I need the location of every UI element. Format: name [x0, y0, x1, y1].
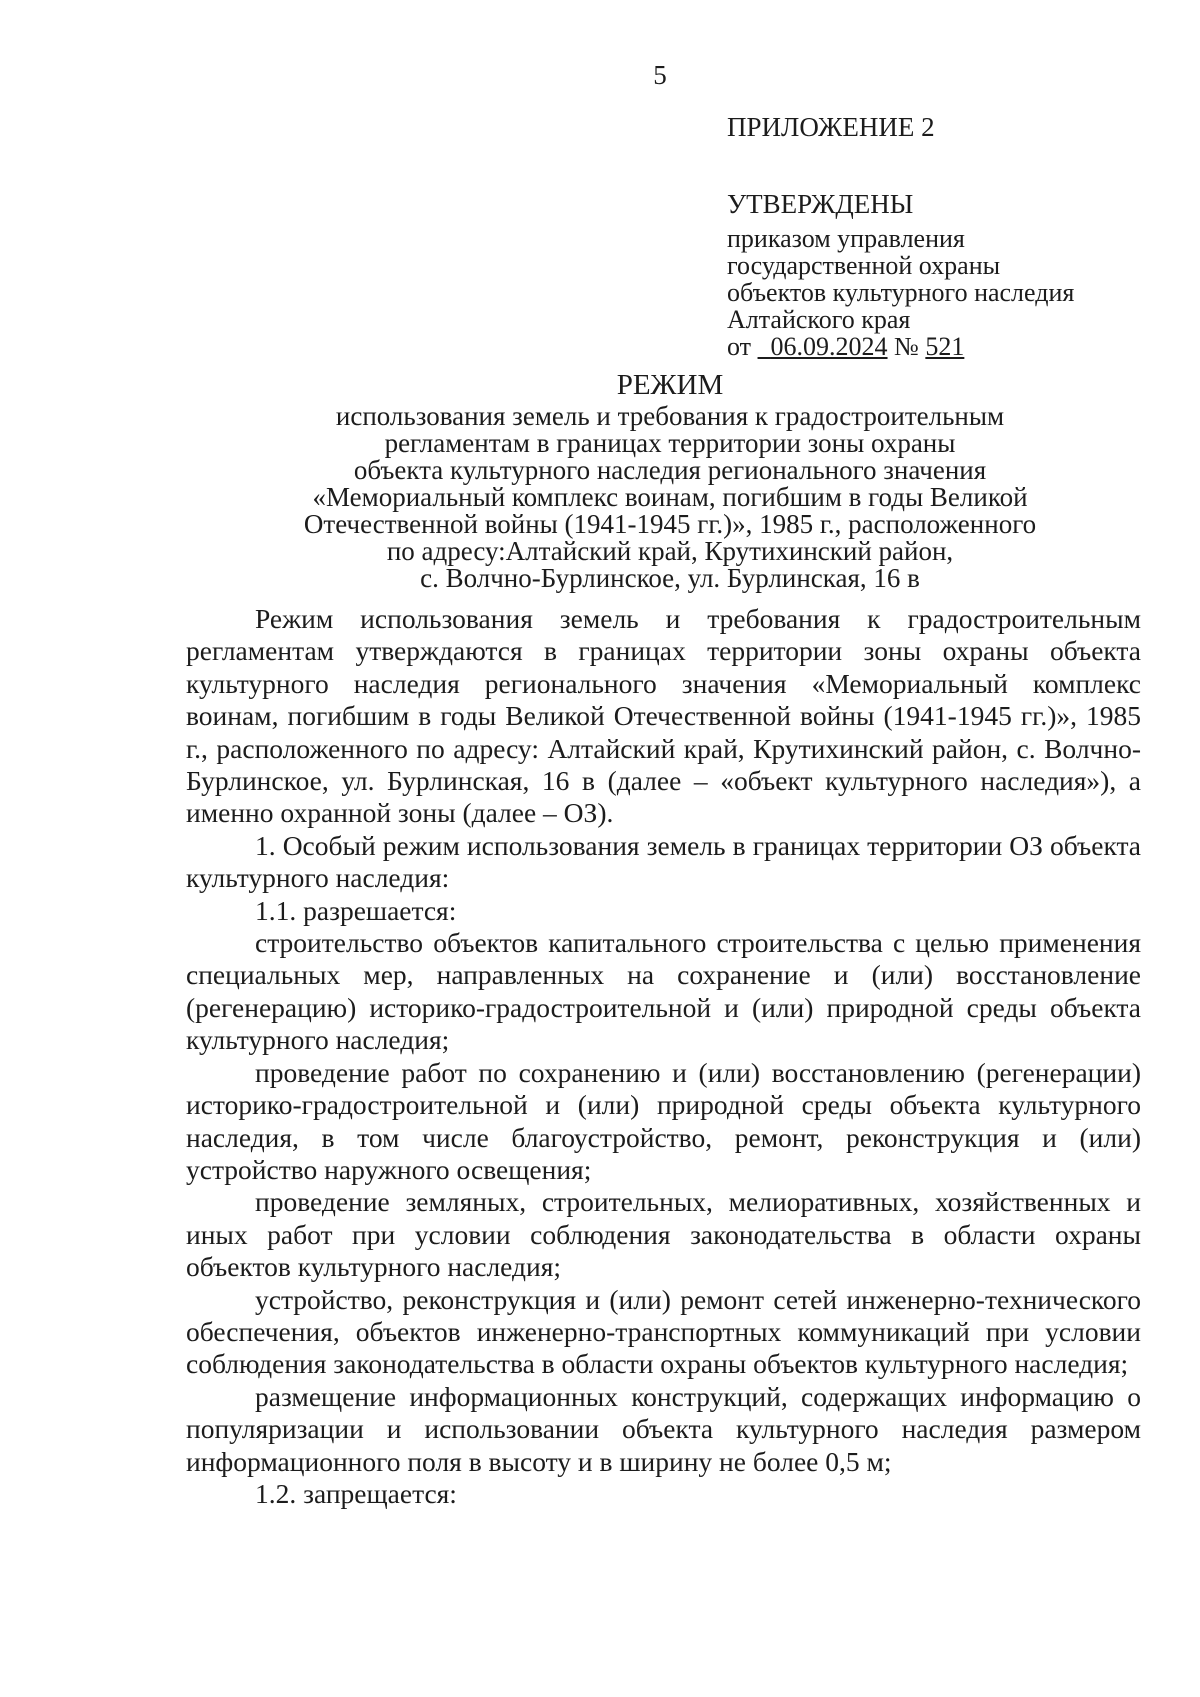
section-1-2-heading: 1.2. запрещается: — [255, 1477, 457, 1509]
order-date-line — [727, 333, 1167, 360]
order-date: 06.09.2024 — [770, 332, 888, 361]
allowed-item-paragraph: проведение земляных, строительных, мелиоративных, хозяйственных и иных работ при условии соблюдения законодательства в области охраны объектов культурного наследия; — [186, 1186, 1141, 1283]
order-prefix: от — [727, 332, 752, 361]
document-subtitle-line: Отечественной войны (1941-1945 гг.)», 1985 г., расположенного — [303, 509, 1037, 539]
allowed-item-paragraph: строительство объектов капитального строительства с целью применения специальных мер, направленных на сохранение и (или) восстановление (регенерацию) историко-градостроительной и (или) природной среды объекта культурного наследия; — [186, 927, 1141, 1056]
order-issuer-line: Алтайского края — [727, 305, 911, 334]
intro-paragraph: Режим использования земель и требования к градостроительным регламентам утверждаются в границах территории зоны охраны объекта культурного наследия регионального значения «Мемориальный комплекс воинам, погибшим в годы Великой Отечественной войны (1941-1945 гг.)», 1985 г., расположенного по адресу: Алтайский край, Крутихинский район, с. Волчно-Бурлинское, ул. Бурлинская, 16 в (далее – «объект культурного наследия»), а именно охранной зоны (далее – ОЗ). — [186, 603, 1141, 829]
allowed-item-paragraph: устройство, реконструкция и (или) ремонт сетей инженерно-технического обеспечения, объектов инженерно-транспортных коммуникаций при условии соблюдения законодательства в области охраны объектов культурного наследия; — [186, 1283, 1141, 1380]
approved-label: УТВЕРЖДЕНЫ — [727, 189, 914, 219]
document-subtitle-line: по адресу:Алтайский край, Крутихинский район, — [386, 536, 954, 566]
page-number: 5 — [653, 60, 667, 90]
order-number: 521 — [925, 332, 965, 361]
section-1-paragraph: 1. Особый режим использования земель в границах территории ОЗ объекта культурного наследия: — [186, 829, 1141, 894]
approval-block — [727, 114, 1167, 360]
allowed-item-paragraph: размещение информационных конструкций, содержащих информацию о популяризации и использовании объекта культурного наследия размером информационного поля в высоту и в ширину не более 0,5 м; — [186, 1380, 1141, 1477]
document-subtitle-line: использования земель и требования к градостроительным — [335, 401, 1005, 431]
order-issuer-line: объектов культурного наследия — [727, 278, 1075, 307]
document-title: РЕЖИМ — [616, 369, 724, 401]
allowed-item-paragraph: проведение работ по сохранению и (или) восстановлению (регенерации) историко-градостроительной и (или) природной среды объекта культурного наследия, в том числе благоустройство, ремонт, реконструкция и (или) устройство наружного освещения; — [186, 1056, 1141, 1185]
document-subtitle-line: с. Волчно-Бурлинское, ул. Бурлинская, 16 в — [420, 563, 920, 593]
appendix-label: ПРИЛОЖЕНИЕ 2 — [727, 112, 935, 142]
order-issuer-line: приказом управления — [727, 224, 965, 253]
document-subtitle-line: регламентам в границах территории зоны охраны — [384, 428, 956, 458]
document-subtitle-line: объекта культурного наследия регионального значения — [353, 455, 987, 485]
document-subtitle-line: «Мемориальный комплекс воинам, погибшим в годы Великой — [312, 482, 1028, 512]
document-title-block — [220, 369, 1120, 593]
section-1-1-heading: 1.1. разрешается: — [255, 894, 457, 926]
number-sign: № — [894, 332, 919, 361]
document-body — [186, 603, 1141, 1510]
order-issuer-line: государственной охраны — [727, 251, 1001, 280]
